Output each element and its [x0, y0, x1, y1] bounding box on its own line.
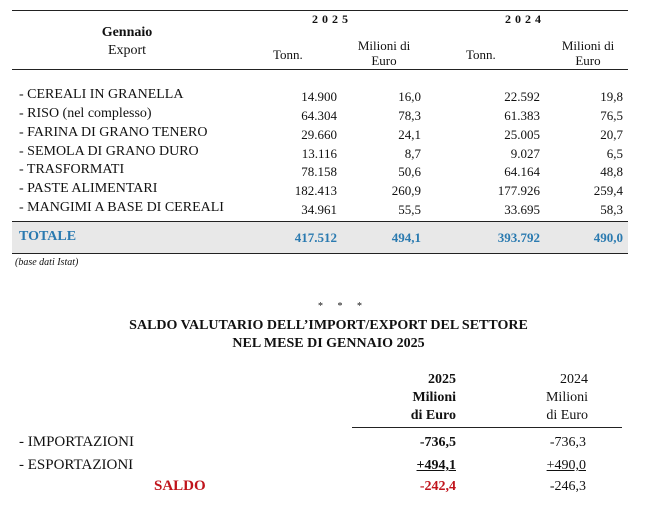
corner-flow: Export [107, 43, 147, 58]
header-bottom-rule [12, 69, 628, 70]
row-euro-2024: 6,5 [606, 146, 623, 161]
row-tonn-2025: 34.961 [301, 202, 337, 217]
header-mil-2025-line2: Euro [371, 53, 397, 68]
section-title-line1: SALDO VALUTARIO DELL’IMPORT/EXPORT DEL SETTORE [129, 318, 528, 333]
row-euro-2024: 58,3 [600, 202, 623, 217]
balance-header-2024 [500, 371, 588, 425]
balance-value-2025: +494,1 [416, 458, 456, 473]
row-tonn-2025: 29.660 [301, 127, 337, 142]
balance-value-2025: -242,4 [419, 479, 456, 494]
row-euro-2024: 76,5 [600, 108, 623, 123]
balance-value-2024: +490,0 [546, 458, 586, 473]
row-euro-2024: 20,7 [600, 127, 623, 142]
row-tonn-2024: 177.926 [497, 183, 540, 198]
balance-label-saldo: SALDO [154, 478, 206, 494]
header-mil-2024-line1: Milioni di [561, 38, 615, 53]
total-tonn-2025: 417.512 [294, 230, 337, 245]
balance-header-2024-unit2: di Euro [546, 408, 588, 423]
total-euro-2025: 494,1 [391, 230, 421, 245]
row-tonn-2024: 22.592 [504, 89, 540, 104]
row-tonn-2025: 182.413 [294, 183, 337, 198]
row-tonn-2025: 78.158 [301, 164, 337, 179]
balance-value-2025: -736,5 [419, 435, 456, 450]
balance-header-2024-unit1: Milioni [545, 390, 588, 405]
row-tonn-2025: 13.116 [301, 146, 337, 161]
balance-label: - ESPORTAZIONI [19, 457, 134, 473]
balance-label: - IMPORTAZIONI [19, 434, 134, 450]
balance-header-2025-unit2: di Euro [410, 408, 456, 423]
total-label: TOTALE [19, 229, 77, 244]
row-label: - TRASFORMATI [19, 162, 125, 177]
row-tonn-2024: 25.005 [504, 127, 540, 142]
header-mil-2024 [550, 38, 626, 68]
row-label: - RISO (nel complesso) [19, 106, 152, 121]
row-euro-2025: 78,3 [398, 108, 421, 123]
corner-month: Gennaio [101, 25, 153, 40]
total-tonn-2024: 393.792 [497, 230, 540, 245]
row-label: - CEREALI IN GRANELLA [19, 87, 184, 102]
row-tonn-2024: 33.695 [504, 202, 540, 217]
row-tonn-2025: 14.900 [301, 89, 337, 104]
balance-header-2025-year: 2025 [428, 372, 456, 387]
row-euro-2024: 48,8 [600, 164, 623, 179]
balance-header-2024-year: 2024 [560, 372, 588, 387]
row-label: - MANGIMI A BASE DI CEREALI [19, 200, 224, 215]
row-tonn-2024: 9.027 [510, 146, 540, 161]
header-year-2024: 2024 [505, 12, 545, 26]
table-bottom-rule [12, 253, 628, 254]
row-euro-2025: 8,7 [404, 146, 421, 161]
row-label: - SEMOLA DI GRANO DURO [19, 144, 199, 159]
header-mil-2025 [346, 38, 422, 68]
row-euro-2024: 19,8 [600, 89, 623, 104]
row-euro-2025: 260,9 [391, 183, 421, 198]
header-tonn-2025: Tonn. [273, 47, 303, 62]
balance-value-2024: -246,3 [549, 479, 586, 494]
header-year-2025: 2025 [312, 12, 352, 26]
total-euro-2024: 490,0 [593, 230, 623, 245]
row-euro-2025: 16,0 [398, 89, 421, 104]
row-label: - FARINA DI GRANO TENERO [19, 125, 208, 140]
section-title-line2: NEL MESE DI GENNAIO 2025 [232, 336, 425, 351]
row-euro-2025: 50,6 [398, 164, 421, 179]
table-top-rule [12, 10, 628, 11]
row-euro-2025: 24,1 [398, 127, 421, 142]
row-tonn-2025: 64.304 [301, 108, 337, 123]
row-tonn-2024: 61.383 [504, 108, 540, 123]
row-label: - PASTE ALIMENTARI [19, 181, 158, 196]
header-mil-2025-line1: Milioni di [357, 38, 411, 53]
row-tonn-2024: 64.164 [504, 164, 540, 179]
balance-header-rule [352, 427, 622, 428]
balance-header-2025 [370, 371, 456, 425]
source-note: (base dati Istat) [15, 257, 79, 268]
row-euro-2024: 259,4 [593, 183, 623, 198]
header-mil-2024-line2: Euro [575, 53, 601, 68]
section-separator: * * * [318, 301, 368, 312]
balance-header-2025-unit1: Milioni [412, 390, 456, 405]
header-tonn-2024: Tonn. [466, 47, 496, 62]
row-euro-2025: 55,5 [398, 202, 421, 217]
balance-value-2024: -736,3 [549, 435, 586, 450]
